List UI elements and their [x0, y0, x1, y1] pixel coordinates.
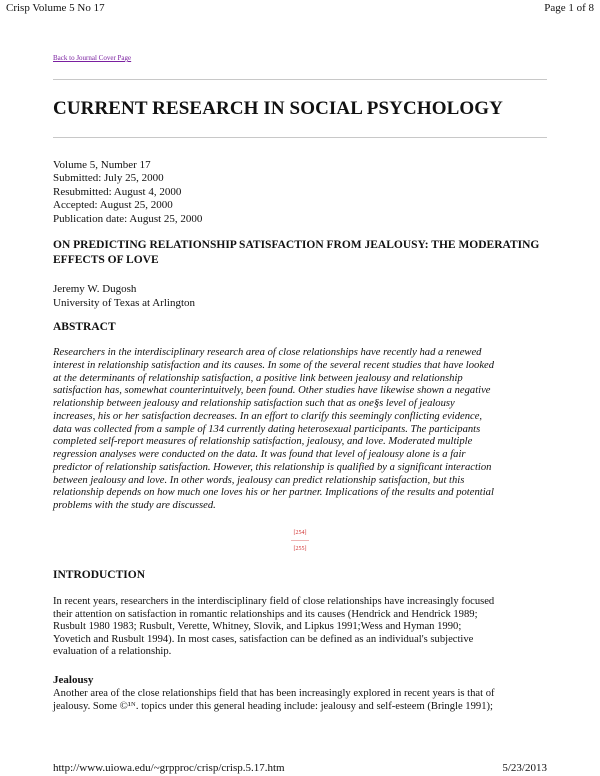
- introduction-line: evaluation of a relationship.: [53, 646, 172, 658]
- print-header-page-number: Page 1 of 8: [544, 2, 594, 14]
- abstract-line: regression analyses were conducted on the data. It was found that level of jealousy alone is a fair: [53, 449, 466, 460]
- author-block: [53, 283, 195, 310]
- jealousy-body: [53, 688, 547, 713]
- page-marker-254: [254]: [293, 530, 307, 536]
- abstract-body: [53, 347, 547, 513]
- meta-publication-date: Publication date: August 25, 2000: [53, 212, 203, 225]
- abstract-line: problems with the study are discussed.: [53, 500, 216, 511]
- abstract-line: relationship between jealousy and relationship satisfaction such that as one§s level of jealousy: [53, 398, 455, 409]
- print-header-title: Crisp Volume 5 No 17: [6, 2, 105, 14]
- introduction-heading: INTRODUCTION: [53, 569, 146, 581]
- top-divider: [53, 79, 547, 80]
- abstract-line: predictor of relationship satisfaction. However, this relationship is qualified by a significant interaction: [53, 461, 492, 473]
- author-name: Jeremy W. Dugosh: [53, 283, 137, 295]
- abstract-line: data was collected from a sample of 134 currently dating heterosexual participants. The participants: [53, 423, 481, 435]
- abstract-line: relationship depends on how much one loves his or her partner. Implications of the results and potential: [53, 487, 494, 499]
- abstract-line: between jealousy and love. In other words, jealousy can predict relationship satisfaction, but this: [53, 474, 465, 486]
- abstract-line: at the determinants of relationship satisfaction, a positive link between jealousy and relationship: [53, 372, 463, 384]
- abstract-line: Researchers in the interdisciplinary research area of close relationships have recently had a renewed: [53, 347, 482, 358]
- jealousy-line: Another area of the close relationships field that has been increasingly explored in recent years is that of: [53, 688, 495, 699]
- meta-submitted: Submitted: July 25, 2000: [53, 172, 164, 185]
- meta-accepted: Accepted: August 25, 2000: [53, 199, 173, 212]
- jealousy-subheading: Jealousy: [53, 674, 94, 686]
- introduction-line: Yovetich and Rusbult 1994). In most cases, satisfaction can be defined as an individual's subjective: [53, 633, 474, 645]
- abstract-line: satisfaction has, somewhat counterintuitvely, been found. Other studies have likewise shown a negative: [53, 385, 491, 397]
- print-footer-url: http://www.uiowa.edu/~grpproc/crisp/crisp.5.17.htm: [53, 762, 285, 774]
- print-footer-date: 5/23/2013: [502, 762, 547, 774]
- journal-title: CURRENT RESEARCH IN SOCIAL PSYCHOLOGY: [53, 98, 503, 119]
- introduction-line: their attention on satisfaction in romantic relationships and its causes (Hendrick and Hendrick 1989;: [53, 608, 478, 620]
- article-title: ON PREDICTING RELATIONSHIP SATISFACTION FROM JEALOUSY: THE MODERATING EFFECTS OF LOVE: [53, 239, 540, 266]
- jealousy-line: jealousy. Some ©¹ᴺ. topics under this general heading include: jealousy and self-esteem (Bringle 1991);: [53, 700, 493, 712]
- abstract-line: interest in relationship satisfaction and its causes. In some of the several recent studies that have looked: [53, 359, 495, 371]
- abstract-line: increases, his or her satisfaction decreases. In an effort to clarify this seemingly conflicting evidence,: [53, 410, 483, 422]
- introduction-body: [53, 596, 547, 659]
- page-marker-255: [255]: [293, 546, 307, 552]
- abstract-line: completed self-report measures of relationship satisfaction, jealousy, and love. Moderated multiple: [53, 436, 473, 448]
- publication-meta: [53, 159, 202, 226]
- introduction-line: In recent years, researchers in the interdisciplinary field of close relationships have increasingly focused: [53, 596, 495, 607]
- page-marker-divider: ---------: [291, 538, 309, 544]
- introduction-line: Rusbult 1980 1983; Rusbult, Verette, Whitney, Slovik, and Lipkus 1991;Wess and Hyman 1990;: [53, 621, 462, 633]
- page-break-marker: [0, 529, 600, 553]
- meta-volume: Volume 5, Number 17: [53, 159, 151, 171]
- title-divider: [53, 137, 547, 138]
- author-affiliation: University of Texas at Arlington: [53, 296, 196, 309]
- meta-resubmitted: Resubmitted: August 4, 2000: [53, 185, 182, 198]
- abstract-heading: ABSTRACT: [53, 321, 116, 333]
- back-to-cover-link[interactable]: Back to Journal Cover Page: [53, 54, 132, 62]
